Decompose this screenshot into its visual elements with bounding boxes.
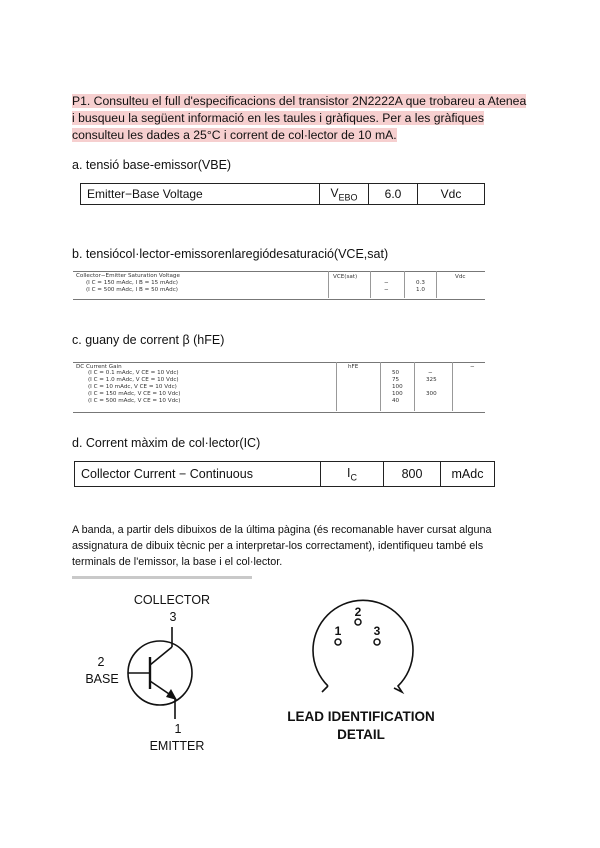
instruction-paragraph — [72, 522, 532, 570]
param-cell: Emitter−Base Voltage — [81, 184, 320, 205]
section-d-title: d. Corrent màxim de col·lector(IC) — [72, 436, 261, 450]
symbol-main: I — [347, 465, 351, 480]
b-max-1: 0.3 — [416, 280, 425, 286]
b-unit: Vdc — [455, 274, 466, 280]
c-row-4: (I C = 150 mAdc, V CE = 10 Vdc) — [88, 391, 181, 397]
divider — [380, 362, 381, 411]
section-c-title: c. guany de corrent β (hFE) — [72, 333, 225, 347]
pin-right-hole — [374, 639, 380, 645]
collector-pin: 3 — [169, 610, 177, 624]
c-row-5: (I C = 500 mAdc, V CE = 10 Vdc) — [88, 398, 181, 404]
c-symbol: hFE — [348, 364, 359, 370]
table-row — [75, 462, 495, 487]
c-min-4: 100 — [392, 391, 403, 397]
divider — [328, 271, 329, 298]
symbol-main: V — [330, 185, 339, 200]
c-param-line-1: DC Current Gain — [76, 364, 122, 370]
c-min-5: 40 — [392, 398, 400, 404]
symbol-cell — [321, 462, 384, 487]
section-a-table — [80, 183, 485, 205]
package-outline — [313, 600, 413, 692]
c-row-2: (I C = 1.0 mAdc, V CE = 10 Vdc) — [88, 377, 179, 383]
section-b-title: b. tensiócol·lector-emissorenlaregiódesaturació(VCE,sat) — [72, 247, 389, 261]
section-d-table — [74, 461, 495, 487]
caption-line-2: DETAIL — [337, 727, 385, 742]
pin-right-label: 3 — [373, 624, 381, 638]
divider — [436, 271, 437, 298]
pin-left-hole — [335, 639, 341, 645]
divider-rule — [72, 576, 252, 579]
transistor-schematic — [80, 585, 250, 760]
b-min-1: − — [384, 280, 389, 286]
b-param-line-2: (I C = 150 mAdc, I B = 15 mAdc) — [86, 280, 178, 286]
value-cell: 6.0 — [369, 184, 418, 205]
paragraph-line-1: A banda, a partir dels dibuixos de la última pàgina (és recomanable haver cursat alguna — [72, 524, 492, 536]
b-param-line-3: (I C = 500 mAdc, I B = 50 mAdc) — [86, 287, 178, 293]
base-label: BASE — [85, 672, 119, 686]
c-min-2: 75 — [392, 377, 400, 383]
lead-identification-detail — [270, 588, 490, 748]
pin-top-label: 2 — [354, 605, 362, 619]
section-a-title: a. tensió base-emissor(VBE) — [72, 158, 232, 172]
divider — [452, 362, 453, 411]
emitter-label: EMITTER — [149, 739, 205, 753]
b-symbol: VCE(sat) — [333, 274, 358, 280]
symbol-sub: EBO — [338, 192, 358, 203]
intro-line-1: P1. Consulteu el full d'especificacions del transistor 2N2222A que trobareu a Atenea — [72, 94, 527, 108]
symbol-cell — [320, 184, 369, 205]
intro-paragraph — [72, 93, 532, 144]
c-row-3: (I C = 10 mAdc, V CE = 10 Vdc) — [88, 384, 177, 390]
paragraph-line-2: assignatura de dibuix tècnic per a interpretar-los correctament), identifiqueu també els — [72, 540, 484, 552]
pin-left-label: 1 — [334, 624, 342, 638]
emitter-pin: 1 — [174, 722, 182, 736]
c-max-2: 325 — [426, 377, 437, 383]
intro-line-3: consulteu les dades a 25°C i corrent de col·lector de 10 mA. — [72, 128, 397, 142]
paragraph-line-3: terminals de l'emissor, la base i el col·lector. — [72, 556, 283, 568]
c-row-1: (I C = 0.1 mAdc, V CE = 10 Vdc) — [88, 370, 179, 376]
unit-cell: Vdc — [418, 184, 485, 205]
package-tab — [322, 686, 328, 692]
divider — [404, 271, 405, 298]
param-cell: Collector Current − Continuous — [75, 462, 321, 487]
c-max-1: − — [428, 370, 433, 376]
b-param-line-1: Collector−Emitter Saturation Voltage — [76, 273, 180, 279]
divider — [370, 271, 371, 298]
b-min-2: − — [384, 287, 389, 293]
intro-line-2: i busqueu la següent informació en les taules i gràfiques. Per a les gràfiques — [72, 111, 484, 125]
collector-label: COLLECTOR — [133, 593, 211, 607]
symbol-sub: C — [350, 472, 357, 483]
b-max-2: 1.0 — [416, 287, 425, 293]
c-unit: − — [470, 364, 475, 370]
c-max-4: 300 — [426, 391, 437, 397]
c-min-1: 50 — [392, 370, 400, 376]
pin-top-hole — [355, 619, 361, 625]
collector-line — [150, 647, 172, 665]
table-row — [81, 184, 485, 205]
divider — [414, 362, 415, 411]
divider — [336, 362, 337, 411]
base-pin: 2 — [97, 655, 105, 669]
c-min-3: 100 — [392, 384, 403, 390]
caption-line-1: LEAD IDENTIFICATION — [287, 709, 435, 724]
unit-cell: mAdc — [441, 462, 495, 487]
value-cell: 800 — [384, 462, 441, 487]
